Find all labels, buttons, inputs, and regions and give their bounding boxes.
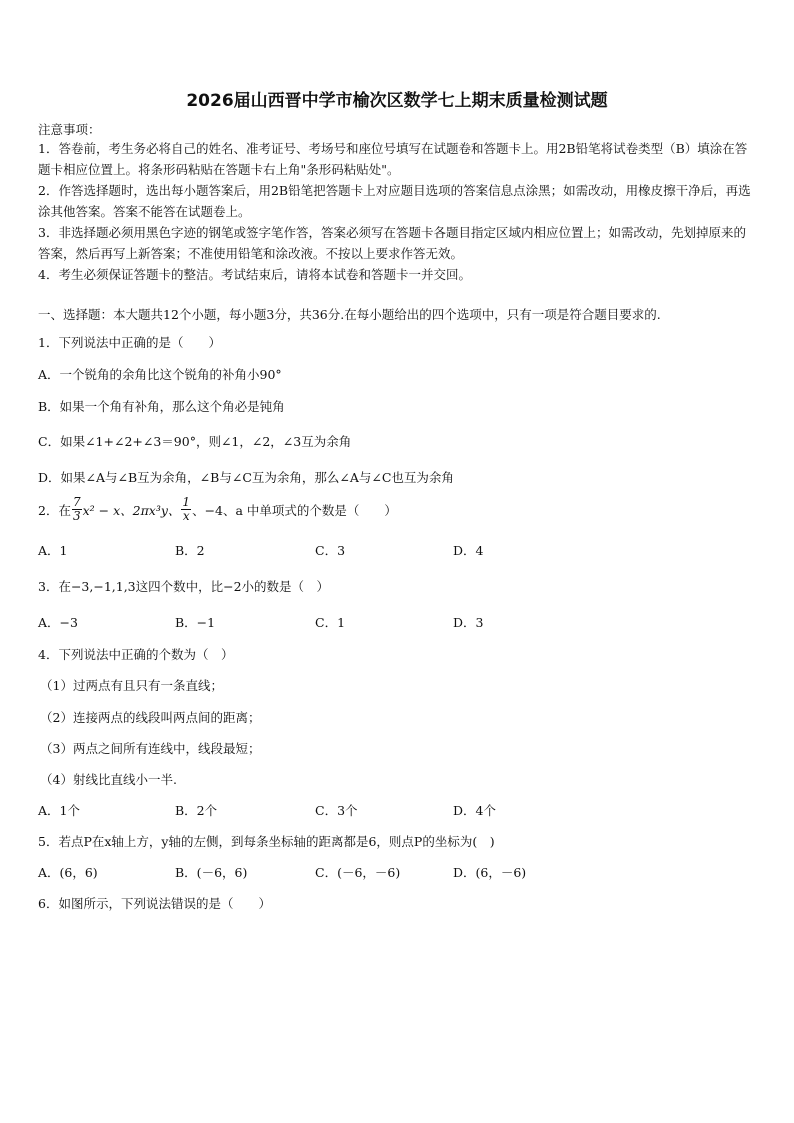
question-3-option-d: D．3: [453, 615, 484, 630]
question-3-option-b: B．−1: [175, 615, 216, 630]
fraction-7-over-3: [72, 496, 82, 523]
notice-heading: 注意事项：: [38, 122, 101, 137]
question-2-stem: [38, 496, 397, 523]
fraction-2-denominator: x: [182, 509, 190, 523]
notice-item-2: 2．作答选择题时，选出每小题答案后，用2B铅笔把答题卡上对应题目选项的答案信息点涂黑；如需改动，用橡皮擦干净后，再选涂其他答案。答案不能答在试题卷上。: [38, 183, 751, 219]
notice-item-4: 4．考生必须保证答题卡的整洁。考试结束后，请将本试卷和答题卡一并交回。: [38, 267, 471, 282]
question-2-prefix: 2．在: [38, 502, 71, 518]
question-6-stem: 6．如图所示，下列说法错误的是（ ）: [38, 896, 271, 911]
fraction-1-numerator: 7: [72, 495, 81, 509]
question-2-option-d: D．4: [453, 543, 484, 558]
section-heading: 一、选择题：本大题共12个小题，每小题3分，共36分.在每小题给出的四个选项中，只有一项是符合题目要求的.: [38, 307, 661, 322]
question-4-option-c: C．3个: [315, 803, 358, 818]
question-5-option-c: C．(－6，－6): [315, 865, 401, 880]
fraction-1-denominator: 3: [72, 509, 81, 523]
notice-item-3: 3．非选择题必须用黑色字迹的钢笔或签字笔作答，答案必须写在答题卡各题目指定区域内相应位置上；如需改动，先划掉原来的答案，然后再写上新答案；不准使用铅笔和涂改液。不按以上要求作答无效。: [38, 225, 746, 261]
question-4-item-3: （3）两点之间所有连线中，线段最短；: [40, 741, 261, 756]
fraction-1-over-x: [181, 496, 191, 523]
question-5-option-d: D．(6，－6): [453, 865, 527, 880]
question-2-option-c: C．3: [315, 543, 346, 558]
question-1-option-b: B．如果一个角有补角，那么这个角必是钝角: [38, 399, 285, 414]
question-5-option-a: A．(6，6): [38, 865, 98, 880]
question-1-stem: 1．下列说法中正确的是（ ）: [38, 335, 221, 350]
question-4-item-2: （2）连接两点的线段叫两点间的距离；: [40, 710, 261, 725]
question-4-item-4: （4）射线比直线小一半.: [40, 772, 177, 787]
question-4-option-d: D．4个: [453, 803, 496, 818]
question-2-part-1: x² − x、2πx³y、: [82, 502, 181, 518]
question-3-option-a: A．−3: [38, 615, 78, 630]
question-4-option-b: B．2个: [175, 803, 218, 818]
question-1-option-a: A．一个锐角的余角比这个锐角的补角小90°: [38, 367, 282, 382]
question-1-option-c: C．如果∠1+∠2+∠3＝90°，则∠1，∠2，∠3互为余角: [38, 434, 352, 449]
question-4-stem: 4．下列说法中正确的个数为（ ）: [38, 647, 234, 662]
question-5-option-b: B．(－6，6): [175, 865, 248, 880]
question-3-stem: 3．在−3,−1,1,3这四个数中，比−2小的数是（ ）: [38, 579, 330, 594]
question-4-option-a: A．1个: [38, 803, 80, 818]
fraction-2-numerator: 1: [182, 495, 191, 509]
question-2-option-a: A．1: [38, 543, 68, 558]
question-2-part-2: 、−4、a 中单项式的个数是（ ）: [192, 502, 397, 518]
question-3-option-c: C．1: [315, 615, 346, 630]
page-title: 2026届山西晋中学市榆次区数学七上期末质量检测试题: [186, 91, 608, 111]
notice-item-1: 1．答卷前，考生务必将自己的姓名、准考证号、考场号和座位号填写在试题卷和答题卡上。用2B铅笔将试卷类型（B）填涂在答题卡相应位置上。将条形码粘贴在答题卡右上角"条形码粘贴处"。: [38, 141, 748, 177]
question-5-stem: 5．若点P在x轴上方，y轴的左侧，到每条坐标轴的距离都是6，则点P的坐标为( ): [38, 834, 495, 849]
question-4-item-1: （1）过两点有且只有一条直线；: [40, 678, 223, 693]
question-2-option-b: B．2: [175, 543, 205, 558]
question-1-option-d: D．如果∠A与∠B互为余角，∠B与∠C互为余角，那么∠A与∠C也互为余角: [38, 470, 454, 485]
